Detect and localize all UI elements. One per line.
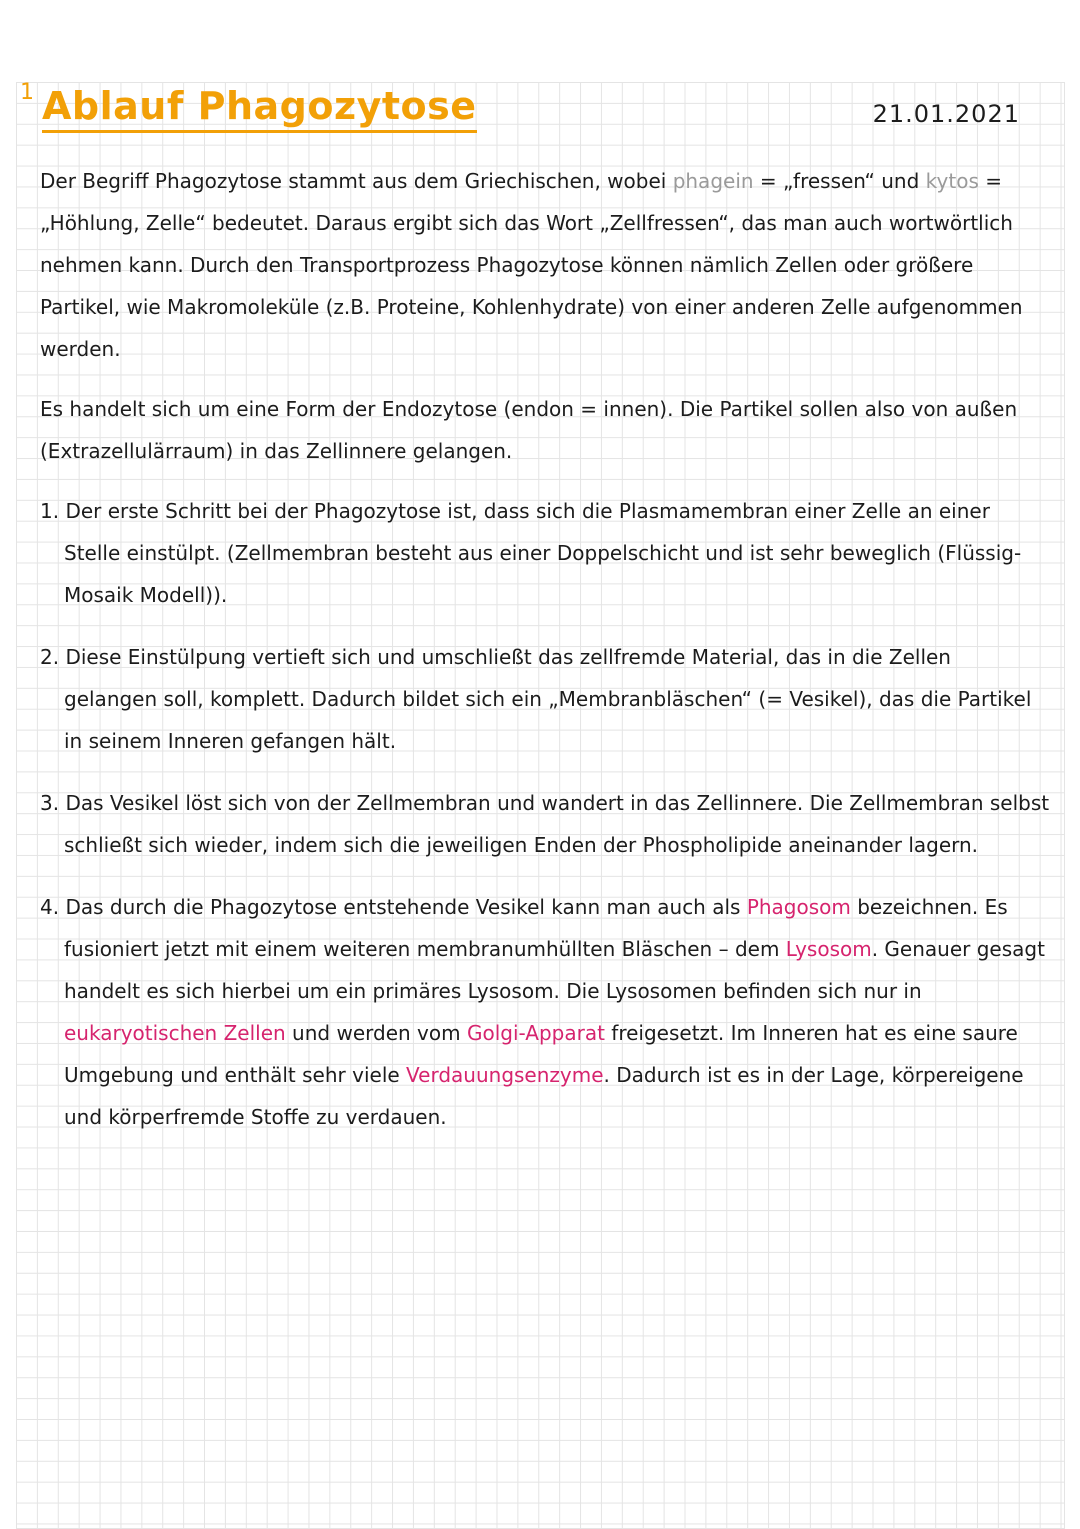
term-phagosom: Phagosom <box>746 895 851 919</box>
intro-paragraph <box>40 160 1050 370</box>
step-2: 2. Diese Einstülpung vertieft sich und umschließt das zellfremde Material, das in die Zellen gelangen soll, komplett. Dadurch bildet sich ein „Membranbläschen“ (= Vesikel), das die Partikel in seinem Inneren gefangen hält. <box>40 645 1032 753</box>
endozytose-paragraph: Es handelt sich um eine Form der Endozytose (endon = innen). Die Partikel sollen also von außen (Extrazellulärraum) in das Zellinnere gelangen. <box>40 397 1018 463</box>
term-eukaryotische-zellen: eukaryotischen Zellen <box>64 1021 286 1045</box>
step-3: 3. Das Vesikel löst sich von der Zellmembran und wandert in das Zellinnere. Die Zellmembran selbst schließt sich wieder, indem sich die jeweiligen Enden der Phospholipide aneinander lagern. <box>40 791 1050 857</box>
page-title: Ablauf Phagozytose <box>42 84 477 133</box>
term-golgi-apparat: Golgi-Apparat <box>466 1021 605 1045</box>
term-kytos: kytos <box>925 169 979 193</box>
step4-text-1: 4. Das durch die Phagozytose entstehende Vesikel kann man auch als <box>40 895 747 919</box>
term-lysosom: Lysosom <box>785 937 872 961</box>
notes-body <box>40 160 1050 1158</box>
page-date: 21.01.2021 <box>872 100 1020 128</box>
step-1: 1. Der erste Schritt bei der Phagozytose ist, dass sich die Plasmamembran einer Zelle an einer Stelle einstülpt. (Zellmembran besteht aus einer Doppelschicht und ist sehr beweglich (Flüssig-Mosaik Modell)). <box>40 499 1022 607</box>
term-verdauungsenzyme: Verdauungsenzyme <box>406 1063 604 1087</box>
term-phagein: phagein <box>672 169 754 193</box>
step4-text-4: und werden vom <box>285 1021 467 1045</box>
intro-text-2: = „fressen“ und <box>753 169 926 193</box>
page-number: 1 <box>20 80 34 105</box>
intro-text-3: = „Höhlung, Zelle“ bedeutet. Daraus ergibt sich das Wort „Zellfressen“, das man auch wortwörtlich nehmen kann. Durch den Transportprozess Phagozytose können nämlich Zellen oder größere Partikel, wie Makromoleküle (z.B. Proteine, Kohlenhydrate) von einer anderen Zelle aufgenommen werden. <box>40 169 1023 361</box>
step4-text-5: freigesetzt. Im Inneren hat es eine saure Umgebung und enthält sehr viele <box>64 1021 1018 1087</box>
intro-text-1: Der Begriff Phagozytose stammt aus dem Griechischen, wobei <box>40 169 673 193</box>
step-4 <box>40 886 1050 1138</box>
step4-text-2: bezeichnen. Es fusioniert jetzt mit einem weiteren membranumhüllten Bläschen – dem <box>64 895 1008 961</box>
step4-text-3: . Genauer gesagt handelt es sich hierbei um ein primäres Lysosom. Die Lysosomen befinden sich nur in <box>64 937 1045 1003</box>
step4-text-6: . Dadurch ist es in der Lage, körpereigene und körperfremde Stoffe zu verdauen. <box>64 1063 1024 1129</box>
